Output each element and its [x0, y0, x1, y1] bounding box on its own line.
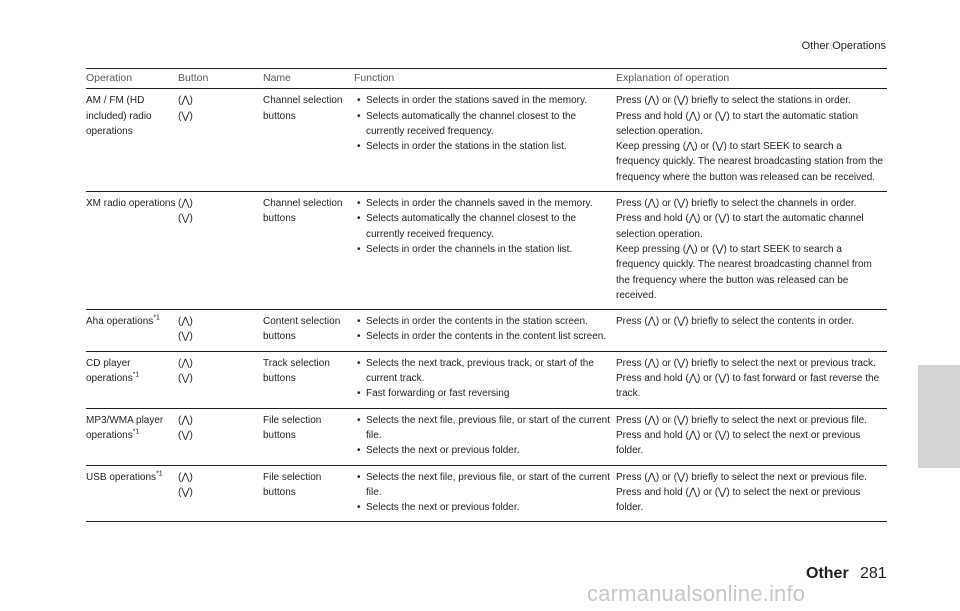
function-list [354, 93, 616, 154]
section-side-tab [918, 365, 960, 468]
explanation-line: Press (⋀) or (⋁) briefly to select the next or previous file. [616, 414, 867, 426]
down-button-symbol: (⋁) [178, 429, 193, 441]
function-item: • Selects the next or previous folder. [354, 443, 616, 458]
explanation-line: Press (⋀) or (⋁) briefly to select the channels in order. [616, 198, 857, 210]
function-list [354, 470, 616, 516]
explanation-line: Keep pressing (⋀) or (⋁) to start SEEK to search a frequency quickly. The nearest broadcasting station from the frequency where the button was released can be received. [616, 141, 883, 183]
explanation-line: Press (⋀) or (⋁) briefly to select the stations in order. [616, 95, 851, 107]
up-button-symbol: (⋀) [178, 95, 193, 107]
cell-function [348, 465, 616, 522]
table-row [86, 351, 887, 408]
operation-label: AM / FM (HD included) radio operations [86, 95, 152, 137]
cell-function [348, 351, 616, 408]
table-header-row [86, 69, 887, 89]
down-button-symbol: (⋁) [178, 213, 193, 225]
table-row [86, 89, 887, 192]
up-button-symbol: (⋀) [178, 357, 193, 369]
down-button-symbol: (⋁) [178, 373, 193, 385]
cell-explanation [616, 192, 887, 310]
function-list [354, 196, 616, 257]
table-body [86, 89, 887, 522]
table-row [86, 310, 887, 352]
explanation-line: Press and hold (⋀) or (⋁) to select the next or previous folder. [616, 486, 861, 514]
function-item: • Selects automatically the channel closest to the currently received frequency. [354, 211, 616, 242]
column-header-explanation: Explanation of operation [616, 69, 887, 89]
explanation-line: Press and hold (⋀) or (⋁) to start the automatic channel selection operation. [616, 213, 864, 240]
cell-function [348, 89, 616, 192]
operation-label: MP3/WMA player operations [86, 414, 164, 441]
explanation-line: Press (⋀) or (⋁) briefly to select the next or previous track. [616, 357, 876, 369]
footer-section-name: Other [806, 565, 849, 582]
up-button-symbol: (⋀) [178, 198, 193, 210]
cell-button [178, 89, 263, 192]
up-button-symbol: (⋀) [178, 316, 193, 328]
down-button-symbol: (⋁) [178, 486, 193, 498]
function-item: • Selects in order the stations saved in the memory. [354, 93, 616, 108]
cell-explanation [616, 465, 887, 522]
running-header: Other Operations [801, 40, 886, 52]
cell-button [178, 408, 263, 465]
column-header-function: Function [348, 69, 616, 89]
cell-name: Channel selection buttons [263, 89, 348, 192]
explanation-line: Press (⋀) or (⋁) briefly to select the next or previous file. [616, 471, 867, 483]
cell-name: File selection buttons [263, 465, 348, 522]
table-row [86, 465, 887, 522]
function-item: • Selects in order the stations in the station list. [354, 139, 616, 154]
cell-operation [86, 89, 178, 192]
column-header-button: Button [178, 69, 263, 89]
cell-explanation [616, 408, 887, 465]
explanation-line: Keep pressing (⋀) or (⋁) to start SEEK to search a frequency quickly. The nearest broadcasting channel from the frequency where the button was released can be received. [616, 243, 872, 301]
up-button-symbol: (⋀) [178, 471, 193, 483]
cell-button [178, 465, 263, 522]
page-number: 281 [860, 565, 887, 582]
cell-name: Track selection buttons [263, 351, 348, 408]
operation-label: CD player operations [86, 357, 133, 385]
watermark: carmanualsonline.info [587, 581, 806, 606]
cell-explanation [616, 89, 887, 192]
cell-explanation [616, 310, 887, 352]
function-item: • Selects the next or previous folder. [354, 500, 616, 515]
table-row [86, 192, 887, 310]
cell-explanation [616, 351, 887, 408]
cell-button [178, 192, 263, 310]
function-item: • Fast forwarding or fast reversing [354, 386, 616, 401]
column-header-operation: Operation [86, 69, 178, 89]
function-item: • Selects the next track, previous track, or start of the current track. [354, 356, 616, 387]
cell-operation [86, 310, 178, 352]
footnote-marker: *1 [153, 314, 160, 322]
explanation-line: Press and hold (⋀) or (⋁) to select the next or previous folder. [616, 429, 861, 457]
cell-name: Content selection buttons [263, 310, 348, 352]
footnote-marker: *1 [132, 428, 140, 436]
function-item: • Selects in order the channels saved in the memory. [354, 196, 616, 211]
cell-function [348, 192, 616, 310]
function-item: • Selects automatically the channel closest to the currently received frequency. [354, 109, 616, 140]
cell-name: File selection buttons [263, 408, 348, 465]
explanation-line: Press (⋀) or (⋁) briefly to select the contents in order. [616, 316, 855, 328]
function-list [354, 356, 616, 402]
cell-name: Channel selection buttons [263, 192, 348, 310]
cell-button [178, 310, 263, 352]
cell-operation [86, 351, 178, 408]
function-item: • Selects in order the channels in the station list. [354, 242, 616, 257]
operation-label: USB operations [86, 471, 157, 483]
function-item: • Selects in order the contents in the station screen. [354, 314, 616, 329]
table-row [86, 408, 887, 465]
column-header-name: Name [263, 69, 348, 89]
explanation-line: Press and hold (⋀) or (⋁) to start the automatic station selection operation. [616, 110, 859, 137]
operation-label: Aha operations [86, 316, 154, 328]
operation-label: XM radio operations [86, 198, 176, 210]
footnote-marker: *1 [156, 470, 163, 478]
function-list [354, 413, 616, 459]
footnote-marker: *1 [132, 371, 140, 379]
cell-operation [86, 465, 178, 522]
cell-operation [86, 408, 178, 465]
cell-button [178, 351, 263, 408]
up-button-symbol: (⋀) [178, 414, 193, 426]
down-button-symbol: (⋁) [178, 110, 193, 122]
function-item: • Selects the next file, previous file, or start of the current file. [354, 413, 616, 444]
function-item: • Selects in order the contents in the content list screen. [354, 329, 616, 344]
function-list [354, 314, 616, 345]
operations-table [86, 68, 887, 522]
function-item: • Selects the next file, previous file, or start of the current file. [354, 470, 616, 501]
explanation-line: Press and hold (⋀) or (⋁) to fast forward or fast reverse the track. [616, 373, 880, 400]
cell-function [348, 408, 616, 465]
down-button-symbol: (⋁) [178, 331, 193, 343]
cell-function [348, 310, 616, 352]
cell-operation [86, 192, 178, 310]
